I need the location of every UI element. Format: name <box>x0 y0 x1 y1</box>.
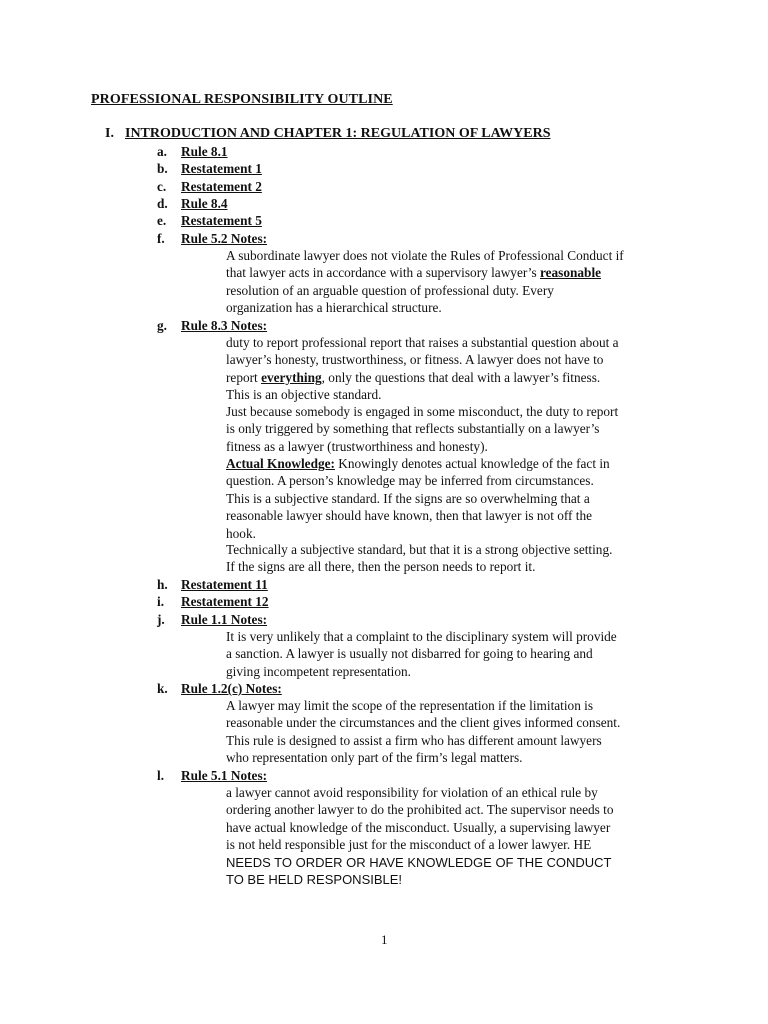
note-line <box>226 455 674 472</box>
note-line: Just because somebody is engaged in some misconduct, the duty to report <box>226 404 619 419</box>
item-heading: Restatement 12 <box>181 594 269 609</box>
note-line: question. A person’s knowledge may be inferred from circumstances. <box>226 473 594 489</box>
item-heading: Restatement 2 <box>181 179 262 194</box>
note-line: This rule is designed to assist a firm who has different amount lawyers <box>226 732 602 748</box>
note-line: A subordinate lawyer does not violate the Rules of Professional Conduct if <box>226 248 624 263</box>
note-text: report <box>226 369 262 385</box>
item-label: j. <box>157 612 165 627</box>
note-line: organization has a hierarchical structure. <box>226 300 442 316</box>
note-line <box>226 369 674 386</box>
note-line: a lawyer cannot avoid responsibility for violation of an ethical rule by <box>226 785 598 800</box>
note-line: ordering another lawyer to do the prohibited act. The supervisor needs to <box>226 802 614 818</box>
item-label: h. <box>157 577 168 592</box>
item-heading: Restatement 5 <box>181 213 262 228</box>
note-line: hook. <box>226 525 256 541</box>
note-body <box>226 247 674 317</box>
note-line: If the signs are all there, then the person needs to report it. <box>226 559 536 575</box>
item-label: d. <box>157 196 168 211</box>
actual-knowledge-term: Actual Knowledge: <box>226 456 335 471</box>
item-label: e. <box>157 213 167 228</box>
note-line: resolution of an arguable question of professional duty. Every <box>226 282 554 298</box>
note-body <box>226 334 674 404</box>
item-heading: Rule 8.3 Notes: <box>181 318 268 333</box>
note-line: giving incompetent representation. <box>226 663 411 679</box>
item-label: g. <box>157 318 167 333</box>
note-line: a sanction. A lawyer is usually not disbarred for going to hearing and <box>226 646 593 662</box>
note-line: A lawyer may limit the scope of the representation if the limitation is <box>226 698 594 713</box>
note-line: fitness as a lawyer (trustworthiness and honesty). <box>226 438 488 454</box>
note-body <box>226 697 674 767</box>
item-heading: Restatement 11 <box>181 577 268 592</box>
item-label: l. <box>157 768 165 783</box>
note-text: that lawyer acts in accordance with a supervisory lawyer’s <box>226 265 540 281</box>
note-text: , only the questions that deal with a lawyer’s fitness. <box>321 369 601 385</box>
item-heading: Restatement 1 <box>181 161 262 176</box>
item-label: a. <box>157 144 167 159</box>
note-line <box>226 264 674 281</box>
item-label: f. <box>157 231 165 246</box>
note-body <box>226 455 674 542</box>
note-line: It is very unlikely that a complaint to the disciplinary system will provide <box>226 629 617 644</box>
item-heading: Rule 5.2 Notes: <box>181 231 268 246</box>
note-line: NEEDS TO ORDER OR HAVE KNOWLEDGE OF THE CONDUCT <box>226 854 612 870</box>
note-body <box>226 628 674 680</box>
item-heading: Rule 1.2(c) Notes: <box>181 681 282 696</box>
section-title: INTRODUCTION AND CHAPTER 1: REGULATION OF LAWYERS <box>125 126 551 141</box>
note-line: Technically a subjective standard, but that it is a strong objective setting. <box>226 542 613 557</box>
item-label: b. <box>157 161 168 176</box>
note-body <box>226 541 674 576</box>
note-body <box>226 403 674 455</box>
note-line: TO BE HELD RESPONSIBLE! <box>226 872 403 888</box>
note-line: reasonable lawyer should have known, then that lawyer is not off the <box>226 508 593 524</box>
section-number: I. <box>105 126 114 141</box>
item-heading: Rule 8.4 <box>181 196 228 211</box>
page-number: 1 <box>381 932 388 947</box>
note-line: This is an objective standard. <box>226 387 382 403</box>
item-heading: Rule 8.1 <box>181 144 228 159</box>
note-line: who representation only part of the firm’s legal matters. <box>226 750 523 766</box>
note-line: reasonable under the circumstances and the client gives informed consent. <box>226 715 621 731</box>
emphasis-reasonable: reasonable <box>539 265 602 281</box>
document-title: PROFESSIONAL RESPONSIBILITY OUTLINE <box>91 92 393 107</box>
note-line: is only triggered by something that reflects substantially on a lawyer’s <box>226 421 600 437</box>
item-heading: Rule 1.1 Notes: <box>181 612 268 627</box>
note-line: lawyer’s honesty, trustworthiness, or fitness. A lawyer does not have to <box>226 352 604 368</box>
note-line: This is a subjective standard. If the signs are so overwhelming that a <box>226 490 590 506</box>
note-line: duty to report professional report that raises a substantial question about a <box>226 335 619 350</box>
item-label: k. <box>157 681 168 696</box>
item-label: i. <box>157 594 165 609</box>
note-text: Knowingly denotes actual knowledge of the fact in <box>334 456 610 471</box>
item-heading: Rule 5.1 Notes: <box>181 768 268 783</box>
emphasis-everything: everything <box>261 369 322 385</box>
item-label: c. <box>157 179 167 194</box>
note-line: is not held responsible just for the misconduct of a lower lawyer. HE <box>226 837 592 853</box>
note-line: have actual knowledge of the misconduct. Usually, a supervising lawyer <box>226 819 611 835</box>
note-body <box>226 784 674 888</box>
